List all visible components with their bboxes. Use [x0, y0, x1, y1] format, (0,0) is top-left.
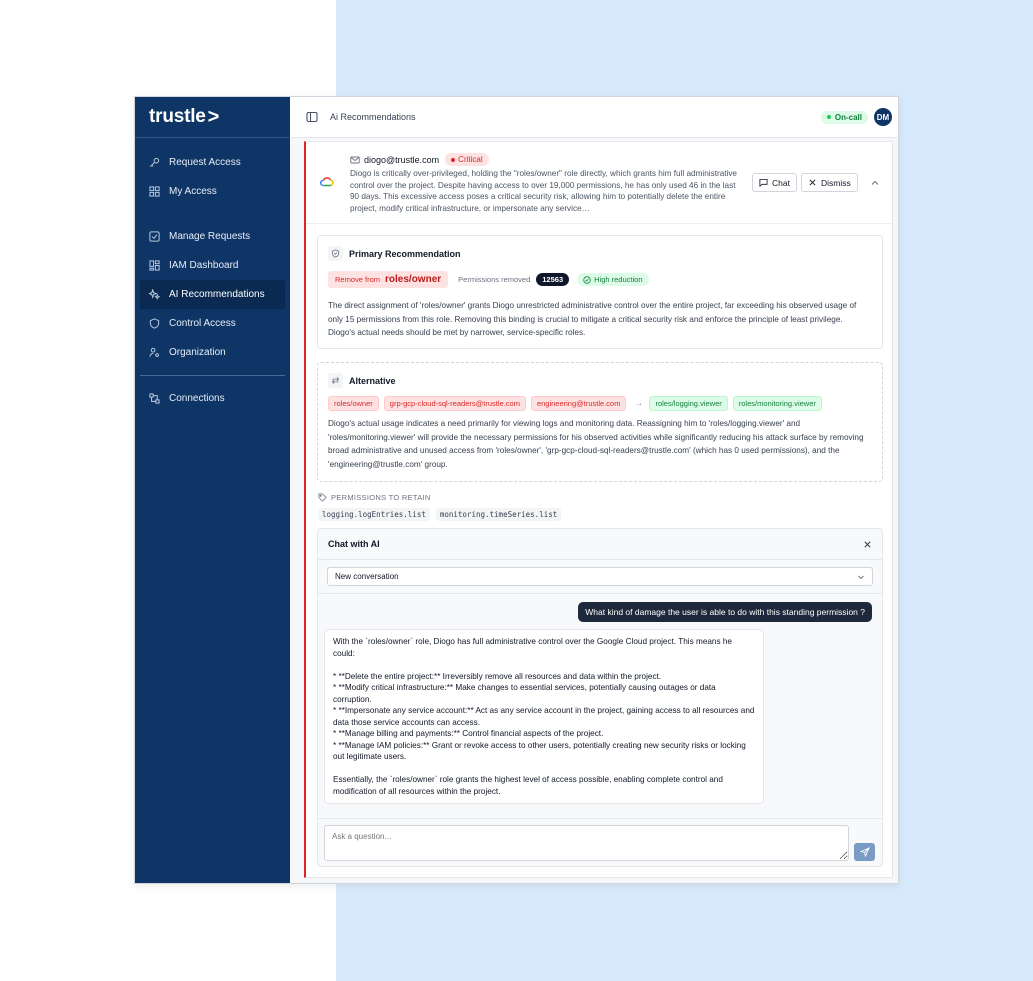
primary-action-row	[328, 271, 649, 288]
alternative-recommendation	[317, 362, 883, 482]
sidebar-item-label: Control Access	[169, 318, 236, 329]
sidebar-item-label: Organization	[169, 347, 226, 358]
user-message: What kind of damage the user is able to do with this standing permission ?	[578, 602, 872, 622]
add-chip: roles/logging.viewer	[649, 396, 727, 411]
sidebar-item-label: Manage Requests	[169, 231, 251, 242]
retain-permissions	[318, 508, 567, 521]
main-area	[290, 97, 898, 883]
permissions-removed-label: Permissions removed	[458, 275, 531, 284]
sidebar-item-iam-dashboard[interactable]	[140, 251, 285, 280]
chat-button[interactable]	[752, 173, 797, 192]
conversation-value: New conversation	[335, 572, 399, 581]
dismiss-button[interactable]	[801, 173, 858, 192]
ai-message-bullet: * **Modify critical infrastructure:** Make changes to essential services, potentially causing outages or data corruption.	[333, 683, 716, 704]
send-icon	[860, 847, 870, 857]
close-icon	[808, 178, 817, 187]
topbar	[290, 97, 898, 138]
reduction-badge	[577, 273, 648, 286]
grid-icon	[148, 186, 160, 198]
reduction-label: High reduction	[594, 275, 643, 284]
sidebar	[135, 97, 290, 883]
status-dot	[827, 115, 831, 119]
connections-icon	[148, 393, 160, 405]
remove-chip: engineering@trustle.com	[531, 396, 627, 411]
sidebar-toggle-icon[interactable]	[306, 111, 318, 123]
app-window	[134, 96, 899, 884]
retain-label-text: PERMISSIONS TO RETAIN	[331, 493, 431, 502]
sidebar-item-connections[interactable]	[140, 384, 285, 413]
close-icon[interactable]	[863, 540, 872, 549]
status-label: On-call	[834, 112, 862, 122]
primary-title	[328, 246, 461, 261]
ai-message-bullet: * **Impersonate any service account:** Act as any service account in the project, gaining access to all resources and data those service accounts can access.	[333, 706, 755, 727]
checkbox-icon	[148, 231, 160, 243]
ai-message-outro: Essentially, the `roles/owner` role grants the highest level of access possible, enabling complete control and modification of all resources within the project.	[333, 775, 723, 796]
sidebar-item-my-access[interactable]	[140, 177, 285, 206]
alternative-text: Diogo's actual usage indicates a need primarily for viewing logs and monitoring data. Reassigning him to 'roles/logging.viewer' and 'roles/monitoring.viewer' will provide the necessary permissions for his observed activities while significantly reducing his attack surface by removing broad administrative and unused access from 'roles/owner', 'grp-gcp-cloud-sql-readers@trustle.com' (which has 0 used permissions), and the 'engineering@trustle.com' group.	[328, 419, 864, 469]
chevron-up-icon[interactable]	[870, 178, 880, 188]
permission-chip: logging.logEntries.list	[318, 508, 430, 521]
chat-icon	[759, 178, 768, 187]
card-description: Diogo is critically over-privileged, holding the "roles/owner" role directly, which grants him full administrative control over the project. Despite having access to over 19,000 permissions, he has only used 46 in the last 90 days. This excessive access poses a critical security risk, allowing him to potentially delete the entire project, modify critical infrastructure, or impersonate any service…	[350, 169, 737, 213]
sidebar-item-control-access[interactable]	[140, 309, 285, 338]
shield-check-icon	[328, 246, 343, 261]
permission-chip: monitoring.timeSeries.list	[436, 508, 561, 521]
sidebar-item-ai-recommendations[interactable]	[140, 280, 285, 309]
sidebar-item-label: Request Access	[169, 157, 241, 168]
severity-badge	[445, 153, 488, 166]
primary-recommendation	[317, 235, 883, 349]
card-actions	[752, 173, 880, 192]
card-meta	[350, 153, 489, 166]
recommendation-card	[304, 141, 893, 878]
primary-text: The direct assignment of 'roles/owner' grants Diogo unrestricted administrative control over the entire project, far exceeding his observed usage of only 15 permissions from this role. Removing this binding is crucial to mitigate a critical security risk and enforce the principle of least privilege. Diogo's actual needs should be met by narrower, service-specific roles.	[328, 301, 857, 337]
chevron-down-icon	[857, 573, 865, 581]
remove-role-chip	[328, 271, 448, 288]
chat-button-label: Chat	[772, 177, 790, 188]
page-title: Ai Recommendations	[330, 112, 416, 122]
tag-icon	[318, 493, 327, 502]
ai-message-bullet: * **Delete the entire project:** Irreversibly remove all resources and data within the project.	[333, 671, 662, 681]
ai-message	[324, 629, 764, 804]
check-circle-icon	[583, 276, 591, 284]
user-gear-icon	[148, 347, 160, 359]
mail-icon	[350, 155, 360, 165]
remove-role-name: roles/owner	[385, 274, 442, 285]
user-email: diogo@trustle.com	[364, 154, 440, 165]
card-header	[306, 142, 892, 224]
status-badge	[821, 111, 868, 124]
remove-from-label: Remove from	[335, 275, 381, 284]
chat-divider	[318, 593, 882, 594]
google-cloud-icon	[320, 175, 334, 189]
logo-mark: >	[207, 105, 220, 128]
sidebar-item-organization[interactable]	[140, 338, 285, 367]
sidebar-nav	[135, 138, 290, 413]
primary-title-label: Primary Recommendation	[349, 248, 461, 259]
retain-label	[318, 493, 431, 502]
dashboard-icon	[148, 260, 160, 272]
severity-dot	[451, 158, 455, 162]
chat-input-divider	[318, 818, 882, 819]
remove-chip: roles/owner	[328, 396, 379, 411]
send-button[interactable]	[854, 843, 875, 861]
alternative-title	[328, 373, 396, 388]
add-chip: roles/monitoring.viewer	[733, 396, 822, 411]
ai-message-intro: With the `roles/owner` role, Diogo has full administrative control over the Google Cloud project. This means he could:	[333, 637, 732, 658]
conversation-select[interactable]	[327, 567, 873, 586]
sidebar-item-label: AI Recommendations	[169, 289, 265, 300]
sidebar-divider	[140, 375, 285, 376]
chat-title: Chat with AI	[328, 539, 380, 549]
ai-message-bullet: * **Manage IAM policies:** Grant or revoke access to other users, potentially creating new security risks or locking out legitimate users.	[333, 740, 746, 761]
alternative-title-label: Alternative	[349, 375, 396, 386]
sidebar-item-request-access[interactable]	[140, 148, 285, 177]
sidebar-item-label: IAM Dashboard	[169, 260, 239, 271]
key-icon	[148, 157, 160, 169]
chat-input[interactable]	[324, 825, 849, 861]
sidebar-item-label: Connections	[169, 393, 225, 404]
logo[interactable]	[135, 97, 290, 138]
severity-label: Critical	[458, 155, 483, 164]
ai-message-bullet: * **Manage billing and payments:** Control financial aspects of the project.	[333, 729, 604, 738]
sidebar-item-label: My Access	[169, 186, 217, 197]
chat-panel	[317, 528, 883, 867]
swap-icon	[328, 373, 343, 388]
logo-text: trustle	[149, 106, 206, 127]
chat-header	[318, 529, 882, 560]
arrow-right-icon: →	[633, 398, 644, 409]
shield-icon	[148, 318, 160, 330]
dismiss-button-label: Dismiss	[820, 177, 851, 188]
remove-chip: grp-gcp-cloud-sql-readers@trustle.com	[384, 396, 526, 411]
alternative-chips	[328, 396, 827, 411]
sparkle-icon	[148, 289, 160, 301]
avatar[interactable]: DM	[874, 108, 892, 126]
permissions-removed-count: 12563	[536, 273, 569, 286]
sidebar-item-manage-requests[interactable]	[140, 222, 285, 251]
